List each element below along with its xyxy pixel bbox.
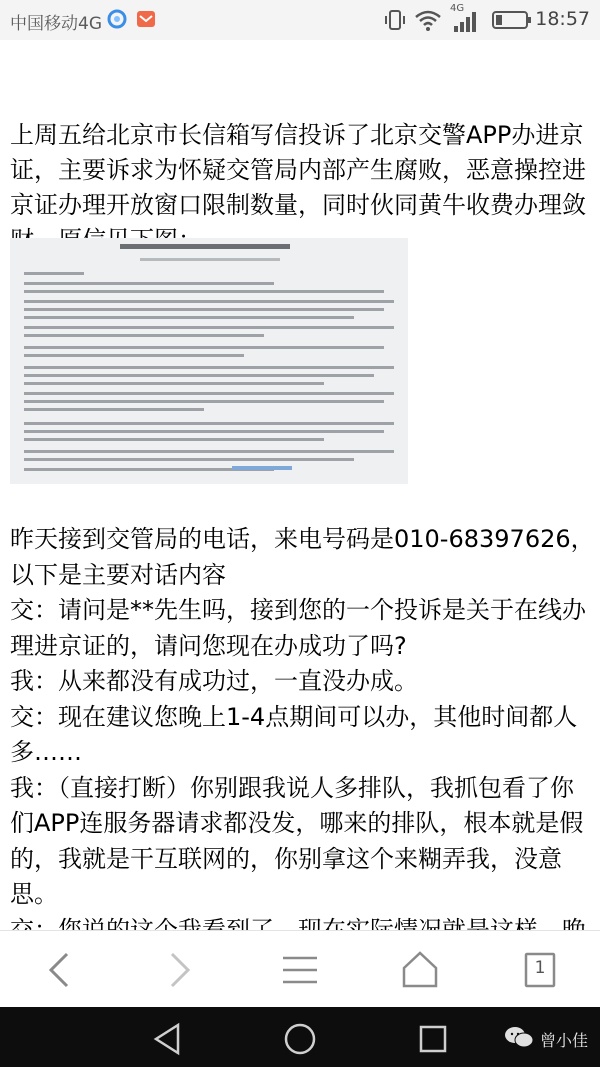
carrier-label: 中国移动4G xyxy=(10,14,102,34)
article-intro: 上周五给北京市长信箱写信投诉了北京交警APP办进京证，主要诉求为怀疑交管局内部产生腐败，恶意操控进京证办理开放窗口限制数量，同时伙同黄牛收费办理敛 xyxy=(10,121,586,219)
nav-recents-icon[interactable] xyxy=(413,1019,453,1059)
dialogue-line: 我：（直接打断）你别跟我说人多排队，我抓包看了你们APP连服务器请求都没发，哪来的排队，根本就是假的，我就是干互联网的，你别拿这个来糊弄我，没意思。 xyxy=(10,773,584,908)
nav-home-icon[interactable] xyxy=(280,1019,320,1059)
mail-icon xyxy=(135,8,157,35)
network-badge: 4G xyxy=(450,3,465,14)
nav-back-icon[interactable] xyxy=(148,1019,188,1059)
browser-icon xyxy=(106,8,128,35)
menu-icon[interactable] xyxy=(273,943,327,997)
status-bar xyxy=(0,0,600,40)
wechat-icon xyxy=(504,1025,534,1053)
forward-icon[interactable] xyxy=(152,943,206,997)
clock: 18:57 xyxy=(535,8,590,30)
battery-icon xyxy=(492,10,532,35)
dialogue-line: 我：从来都没有成功过，一直没办成。 xyxy=(10,667,418,695)
tabs-icon[interactable] xyxy=(513,943,567,997)
signal-icon xyxy=(452,12,478,37)
tab-count: 1 xyxy=(534,958,546,978)
wifi-icon xyxy=(414,8,442,37)
dialogue-line: 交：现在建议您晚上1-4点期间可以办，其他时间都人多…… xyxy=(10,702,578,766)
vibrate-icon xyxy=(383,8,407,37)
dialogue-section xyxy=(10,522,595,984)
home-icon[interactable] xyxy=(393,943,447,997)
dialogue-line: 昨天接到交管局的电话，来电号码是010-68397626，以下是主要对话内容 xyxy=(10,525,595,589)
watermark-text: 曾小佳 xyxy=(539,1030,588,1050)
browser-toolbar xyxy=(0,930,600,1007)
letter-screenshot-image[interactable] xyxy=(10,238,408,484)
dialogue-line: 交：请问是**先生吗，接到您的一个投诉是关于在线办理进京证的，请问您现在办成功了吗? xyxy=(10,596,586,660)
wechat-watermark xyxy=(504,1025,588,1053)
back-icon[interactable] xyxy=(33,943,87,997)
